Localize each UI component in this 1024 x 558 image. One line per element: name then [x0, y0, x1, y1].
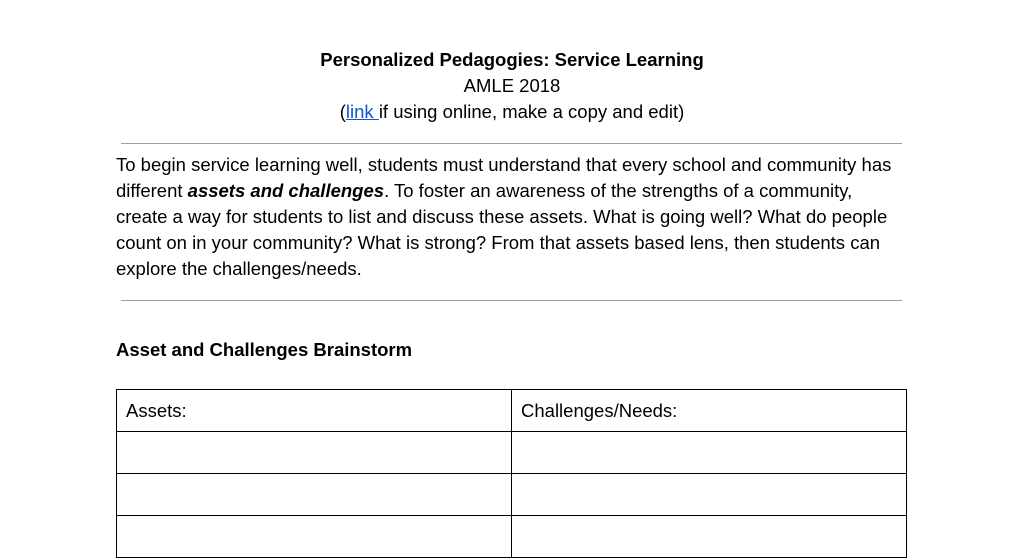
- copy-instruction-text: if using online, make a copy and edit): [378, 101, 685, 122]
- assets-cell[interactable]: [117, 516, 512, 558]
- intro-text-start: To begin service learning well, students must understand that every school and community has different: [116, 154, 892, 201]
- challenges-cell[interactable]: [512, 516, 907, 558]
- assets-cell[interactable]: [117, 432, 512, 474]
- document-subtitle: AMLE 2018: [463, 75, 561, 96]
- table-header-row: [117, 390, 907, 432]
- open-paren: (: [339, 101, 346, 122]
- table-row: [117, 432, 907, 474]
- challenges-cell[interactable]: [512, 474, 907, 516]
- assets-cell[interactable]: [117, 474, 512, 516]
- intro-paragraph: [116, 152, 908, 282]
- horizontal-rule-top: [121, 143, 902, 144]
- table-row: [117, 516, 907, 558]
- brainstorm-heading: Asset and Challenges Brainstorm: [116, 339, 413, 360]
- horizontal-rule-bottom: [121, 300, 902, 301]
- table-row: [117, 474, 907, 516]
- challenges-cell[interactable]: [512, 432, 907, 474]
- document-header: [0, 47, 1024, 125]
- document-title: Personalized Pedagogies: Service Learning: [320, 49, 704, 70]
- copy-link[interactable]: link: [345, 101, 379, 122]
- assets-column-header: Assets:: [117, 390, 512, 432]
- brainstorm-table: [116, 389, 907, 558]
- challenges-column-header: Challenges/Needs:: [512, 390, 907, 432]
- intro-emphasis: assets and challenges: [187, 180, 385, 201]
- intro-text-end: . To foster an awareness of the strengths of a community, create a way for students to list and discuss these assets. What is going well? What do people count on in your community? What is strong? From that assets based lens, then students can explore the challenges/needs.: [116, 180, 888, 279]
- copy-instruction-line: [0, 99, 1024, 125]
